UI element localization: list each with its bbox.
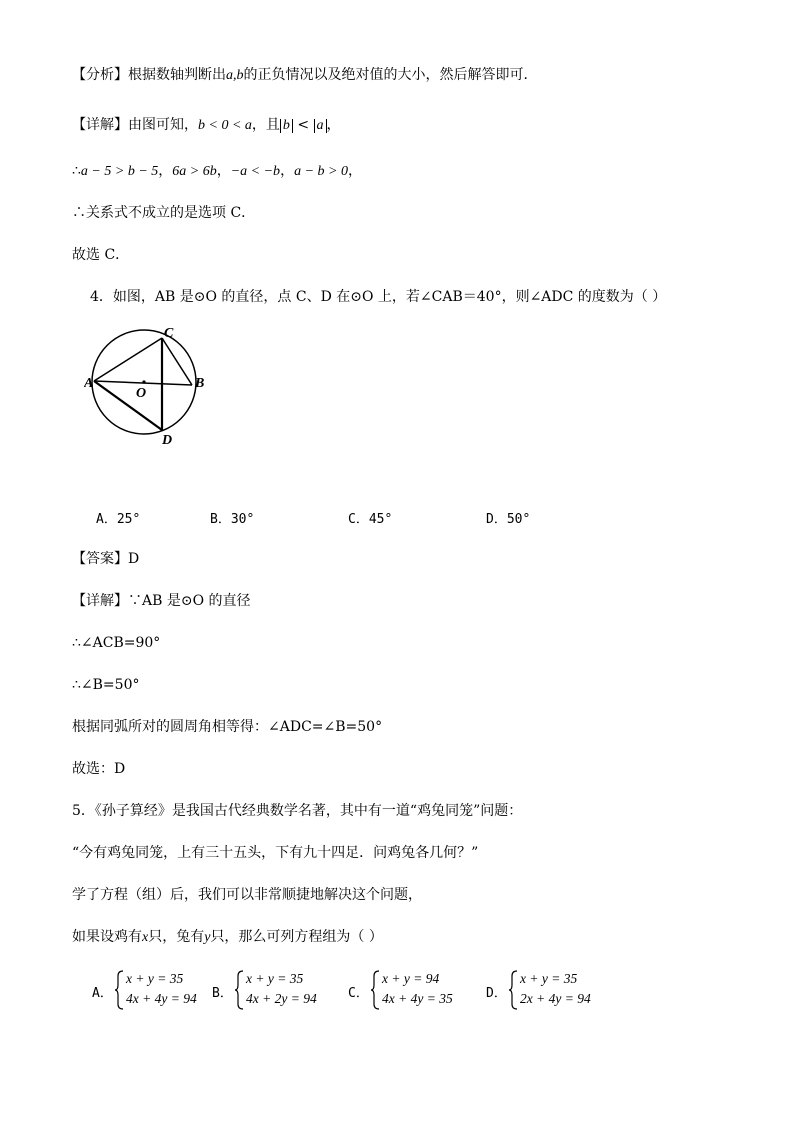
step2-line-q4: ∴∠B=50°	[72, 677, 140, 693]
question-5-quote: “今有鸡兔同笼，上有三十五头，下有九十四足．问鸡兔各几何？”	[72, 845, 479, 861]
brace-icon	[508, 970, 518, 1010]
question-5-line3: 学了方程（组）后，我们可以非常顺捷地解决这个问题，	[72, 887, 422, 903]
brace-icon	[234, 970, 244, 1010]
question-5-line4: 如果设鸡有x只，兔有y只，那么可列方程组为（ ）	[72, 929, 383, 945]
brace-icon	[370, 970, 380, 1010]
segment-cb	[162, 338, 192, 385]
conclusion-line-q3: ∴关系式不成立的是选项 C．	[72, 205, 256, 221]
question-5-stem: 5．《孙子算经》是我国古代经典数学名著，其中有一道“鸡兔同笼”问题：	[72, 803, 523, 819]
label-b: B	[195, 376, 205, 391]
segment-ac	[94, 338, 162, 381]
detail-line-q3: 【详解】由图可知，b < 0 < a，且 b < a ，	[72, 117, 341, 133]
therefore-line-q3: ∴a − 5 > b − 5，6a > 6b，−a < −b，a − b > 0，	[72, 163, 362, 179]
option-4d[interactable]: D．50°	[486, 512, 531, 527]
answer-line-q4: 【答案】D	[72, 551, 140, 567]
analysis-tag: 【分析】	[72, 67, 128, 83]
choose-line-q4: 故选：D	[72, 761, 126, 777]
abs-b: b	[280, 119, 293, 133]
circle-figure	[84, 324, 224, 448]
label-o: O	[136, 386, 147, 401]
label-d: D	[162, 433, 173, 448]
label-a: A	[84, 376, 94, 391]
detail-tag: 【详解】	[72, 117, 128, 133]
segment-ad	[94, 381, 162, 430]
label-c: C	[164, 326, 174, 341]
var-x: x	[142, 930, 149, 945]
choose-line-q3: 故选 C．	[72, 247, 130, 263]
detail-line-q4: 【详解】∵AB 是⊙O 的直径	[72, 593, 251, 609]
option-4b[interactable]: B．30°	[210, 512, 255, 527]
option-4c[interactable]: C．45°	[348, 512, 393, 527]
step3-line-q4: 根据同弧所对的圆周角相等得：∠ADC=∠B=50°	[72, 719, 383, 735]
step1-line-q4: ∴∠ACB=90°	[72, 635, 161, 651]
analysis-line: 【分析】根据数轴判断出a,b的正负情况以及绝对值的大小，然后解答即可．	[72, 67, 538, 83]
var-y: y	[204, 930, 211, 945]
center-point	[142, 380, 145, 383]
brace-icon	[114, 970, 124, 1010]
question-4-stem: 4．如图，AB 是⊙O 的直径，点 C、D 在⊙O 上，若∠CAB＝40°，则∠ADC 的度数为（ ）	[90, 289, 667, 305]
option-4a[interactable]: A．25°	[96, 512, 141, 527]
abs-a: a	[314, 119, 327, 133]
